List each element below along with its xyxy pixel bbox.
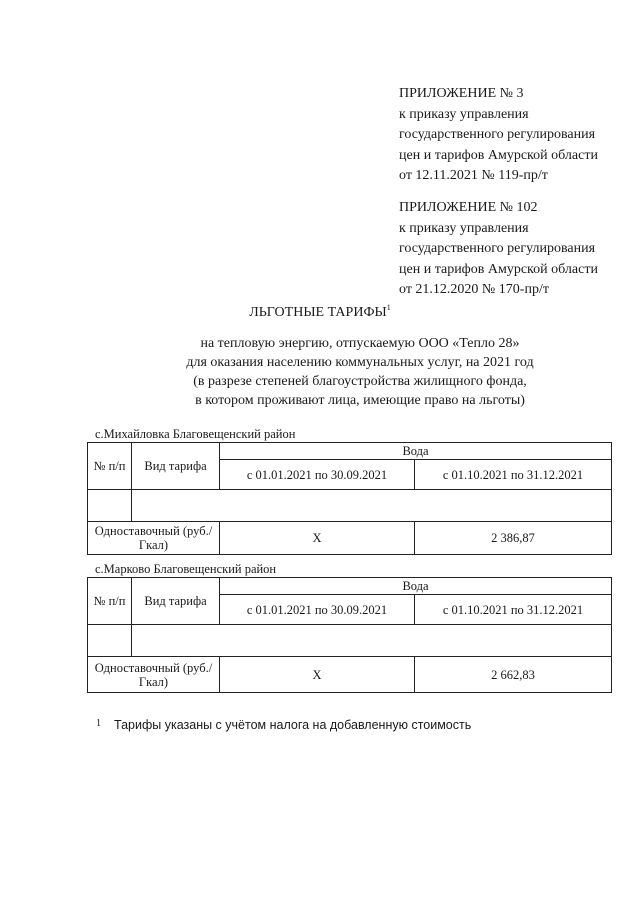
col-header-period-2: с 01.10.2021 по 31.12.2021	[415, 595, 612, 625]
appendix-line: ПРИЛОЖЕНИЕ № 3	[399, 86, 524, 101]
region-label-markovo: с.Марково Благовещенский район	[95, 562, 277, 576]
appendix-line: от 21.12.2020 № 170-пр/т	[399, 282, 549, 297]
value-period-2: 2 662,83	[415, 657, 612, 693]
appendix-line: государственного регулирования	[399, 241, 596, 256]
appendix-line: государственного регулирования	[399, 127, 596, 142]
appendix-line: к приказу управления	[399, 220, 529, 236]
col-header-tariff-type: Вид тарифа	[132, 578, 220, 625]
col-header-period-1: с 01.01.2021 по 30.09.2021	[220, 460, 415, 490]
region-label-mikhailovka: с.Михайловка Благовещенский район	[95, 427, 296, 441]
appendix-current-order	[399, 84, 598, 187]
col-header-tariff-type: Вид тарифа	[132, 443, 220, 490]
document-title	[0, 305, 640, 321]
empty-cell	[132, 625, 612, 657]
col-header-water: Вода	[220, 578, 612, 595]
empty-cell	[132, 490, 612, 522]
value-period-2: 2 386,87	[415, 522, 612, 555]
appendix-line: ПРИЛОЖЕНИЕ № 102	[399, 200, 538, 215]
col-header-period-2: с 01.10.2021 по 31.12.2021	[415, 460, 612, 490]
appendix-line: к приказу управления	[399, 106, 529, 122]
appendix-line: цен и тарифов Амурской области	[399, 261, 598, 277]
subtitle-line: (в разрезе степеней благоустройства жилищного фонда,	[193, 374, 527, 389]
tariff-table-markovo	[87, 577, 612, 693]
tariff-table-mikhailovka	[87, 442, 612, 555]
appendix-original-order	[399, 198, 598, 301]
value-period-1: Х	[220, 657, 415, 693]
document-subtitle	[150, 334, 570, 410]
value-period-1: Х	[220, 522, 415, 555]
subtitle-line: для оказания населению коммунальных услуг, на 2021 год	[186, 355, 534, 370]
title-footnote-ref: 1	[386, 303, 391, 312]
empty-cell	[88, 490, 132, 522]
subtitle-line: в котором проживают лица, имеющие право на льготы)	[195, 393, 525, 408]
row-label-single-rate: Одноставочный (руб./Гкал)	[88, 522, 220, 555]
col-header-period-1: с 01.01.2021 по 30.09.2021	[220, 595, 415, 625]
col-header-water: Вода	[220, 443, 612, 460]
subtitle-line: на тепловую энергию, отпускаемую ООО «Тепло 28»	[200, 336, 520, 351]
footnote-text: Тарифы указаны с учётом налога на добавленную стоимость	[114, 718, 472, 732]
footnote-mark: 1	[96, 718, 101, 729]
appendix-line: цен и тарифов Амурской области	[399, 147, 598, 163]
row-label-single-rate: Одноставочный (руб./Гкал)	[88, 657, 220, 693]
col-header-number: № п/п	[88, 443, 132, 490]
appendix-line: от 12.11.2021 № 119-пр/т	[399, 168, 548, 183]
col-header-number: № п/п	[88, 578, 132, 625]
empty-cell	[88, 625, 132, 657]
title-text: ЛЬГОТНЫЕ ТАРИФЫ	[249, 305, 387, 320]
